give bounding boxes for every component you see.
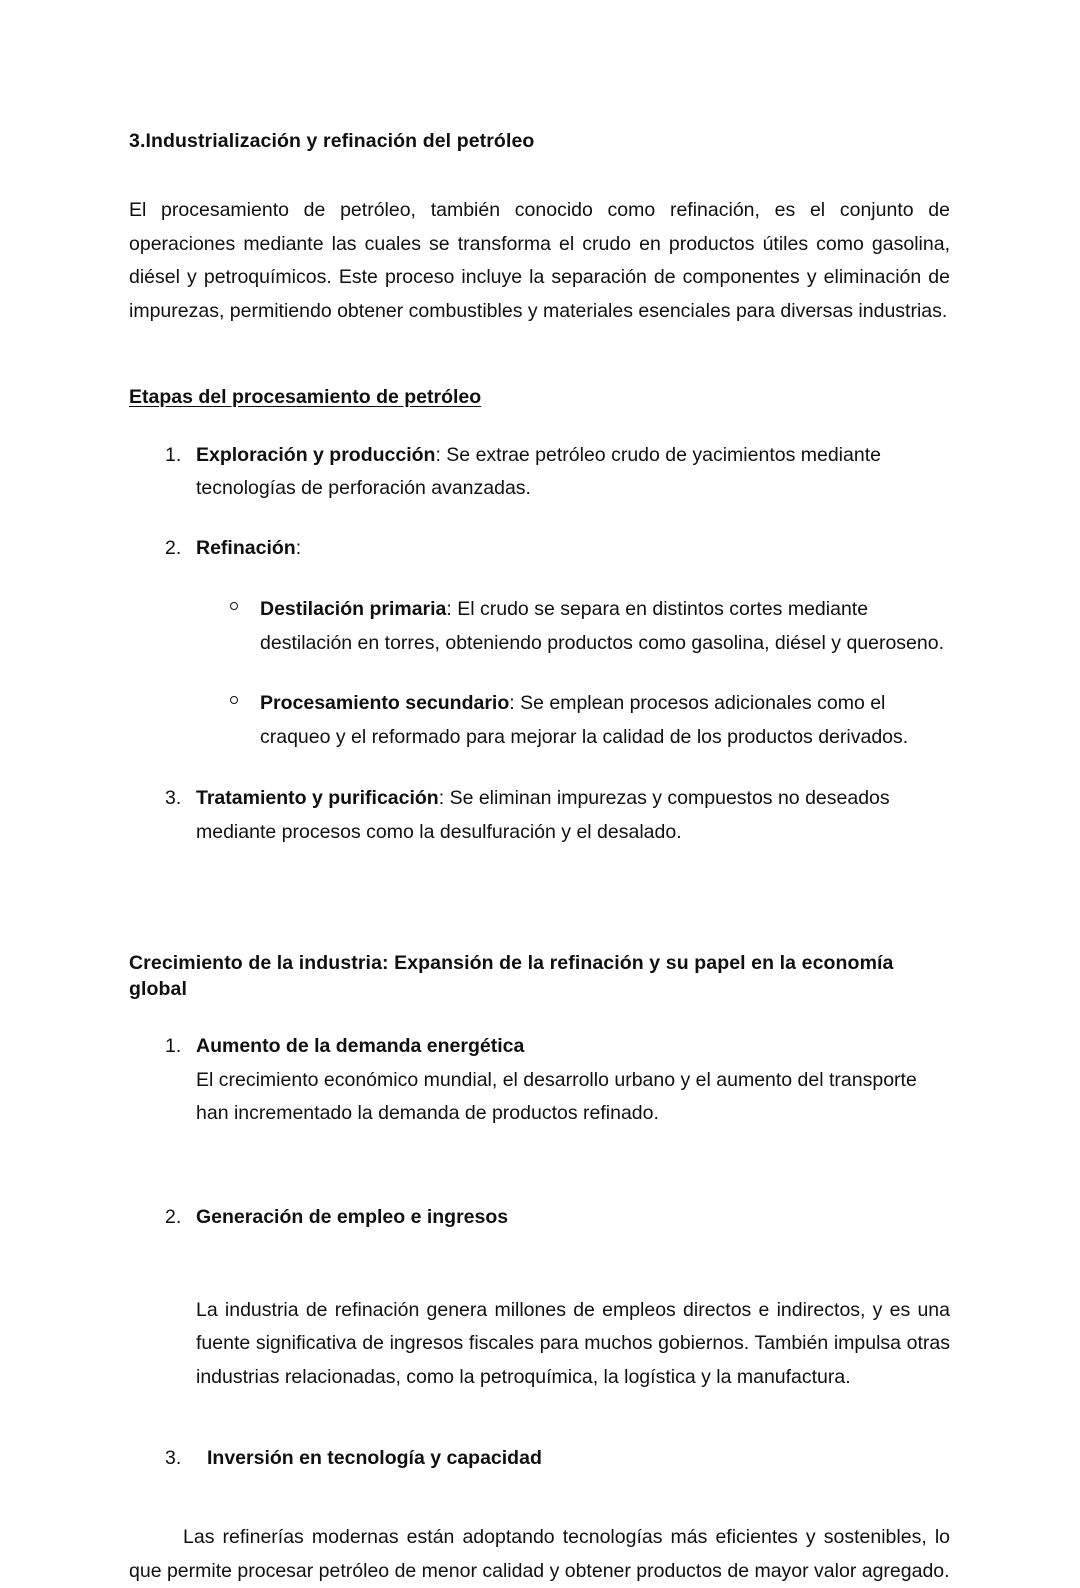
list-item: [129, 782, 950, 849]
list-item-title: Generación de empleo e ingresos: [196, 1205, 509, 1228]
sublist-item-body: : El crudo se separa en distintos cortes mediante destilación en torres, obteniendo productos como gasolina, diésel y queroseno.: [260, 598, 945, 654]
intro-paragraph: El procesamiento de petróleo, también conocido como refinación, es el conjunto de operaciones mediante las cuales se transforma el crudo en productos útiles como gasolina, diésel y petroquímicos. Este proceso incluye la separación de componentes y eliminación de impurezas, permitiendo obtener combustibles y materiales esenciales para diversas industrias.: [129, 199, 950, 322]
list-item-title: Refinación: [196, 536, 296, 559]
spacer: [129, 1475, 950, 1521]
sublist-item-title: Destilación primaria: [260, 598, 447, 621]
circle-bullet-icon: [230, 696, 238, 704]
spacer: [129, 850, 950, 950]
spacer: [129, 328, 950, 384]
document-body: [129, 128, 950, 1588]
spacer: [129, 1234, 950, 1274]
growth-list-item-3: [129, 1442, 950, 1476]
list-item-title: Aumento de la demanda energética: [196, 1035, 525, 1058]
closing-paragraph: Las refinerías modernas están adoptando tecnologías más eficientes y sostenibles, lo que permite procesar petróleo de menor calidad y obtener productos de mayor valor agregado.: [129, 1526, 950, 1582]
list-item-title: Exploración y producción: [196, 443, 436, 466]
stages-list: [129, 439, 950, 566]
list-marker: 1.: [165, 1035, 182, 1058]
growth-item-2-paragraph: La industria de refinación genera millones de empleos directos e indirectos, y es una fuente significativa de ingresos fiscales para muchos gobiernos. También impulsa otras industrias relacionadas, como la petroquímica, la logística y la manufactura.: [196, 1298, 950, 1388]
spacer: [129, 1131, 950, 1201]
list-item-body: :: [295, 536, 302, 559]
list-marker: 3.: [165, 787, 182, 810]
list-marker: 1.: [165, 443, 182, 466]
list-item-body: : Se eliminan impurezas y compuestos no deseados mediante procesos como la desulfuración y el desalado.: [196, 787, 890, 843]
list-item: [129, 439, 950, 506]
list-item: [129, 1442, 950, 1476]
growth-list: [129, 1030, 950, 1131]
spacer: [129, 1414, 950, 1442]
list-item-body: : Se extrae petróleo crudo de yacimientos mediante tecnologías de perforación avanzadas.: [196, 443, 881, 500]
list-item: [129, 532, 950, 566]
circle-bullet-icon: [230, 602, 238, 610]
list-item: [129, 687, 950, 754]
growth-list-item-2: [129, 1201, 950, 1235]
sublist-item-body: : Se emplean procesos adicionales como el craqueo y el reformado para mejorar la calidad de los productos derivados.: [260, 692, 909, 748]
growth-heading: Crecimiento de la industria: Expansión de la refinación y su papel en la economía global: [129, 951, 894, 1000]
list-item-body: El crecimiento económico mundial, el desarrollo urbano y el aumento del transporte han incrementado la demanda de productos refinado.: [196, 1068, 917, 1125]
spacer: [129, 565, 950, 593]
spacer: [129, 154, 950, 194]
list-item: [129, 593, 950, 660]
page-title: 3.Industrialización y refinación del petróleo: [129, 130, 535, 152]
spacer: [129, 411, 950, 439]
stages-list-continued: [129, 782, 950, 849]
list-marker: 2.: [165, 1205, 182, 1228]
list-item: [129, 1201, 950, 1235]
refining-sublist: [129, 593, 950, 754]
stages-heading: Etapas del procesamiento de petróleo: [129, 386, 482, 409]
spacer: [129, 754, 950, 782]
list-item: [129, 1030, 950, 1131]
list-item-title: Inversión en tecnología y capacidad: [207, 1446, 542, 1469]
spacer: [129, 1002, 950, 1030]
list-item-title: Tratamiento y purificación: [196, 787, 439, 810]
list-marker: 3.: [165, 1446, 182, 1469]
list-marker: 2.: [165, 536, 182, 559]
sublist-item-title: Procesamiento secundario: [260, 692, 510, 715]
